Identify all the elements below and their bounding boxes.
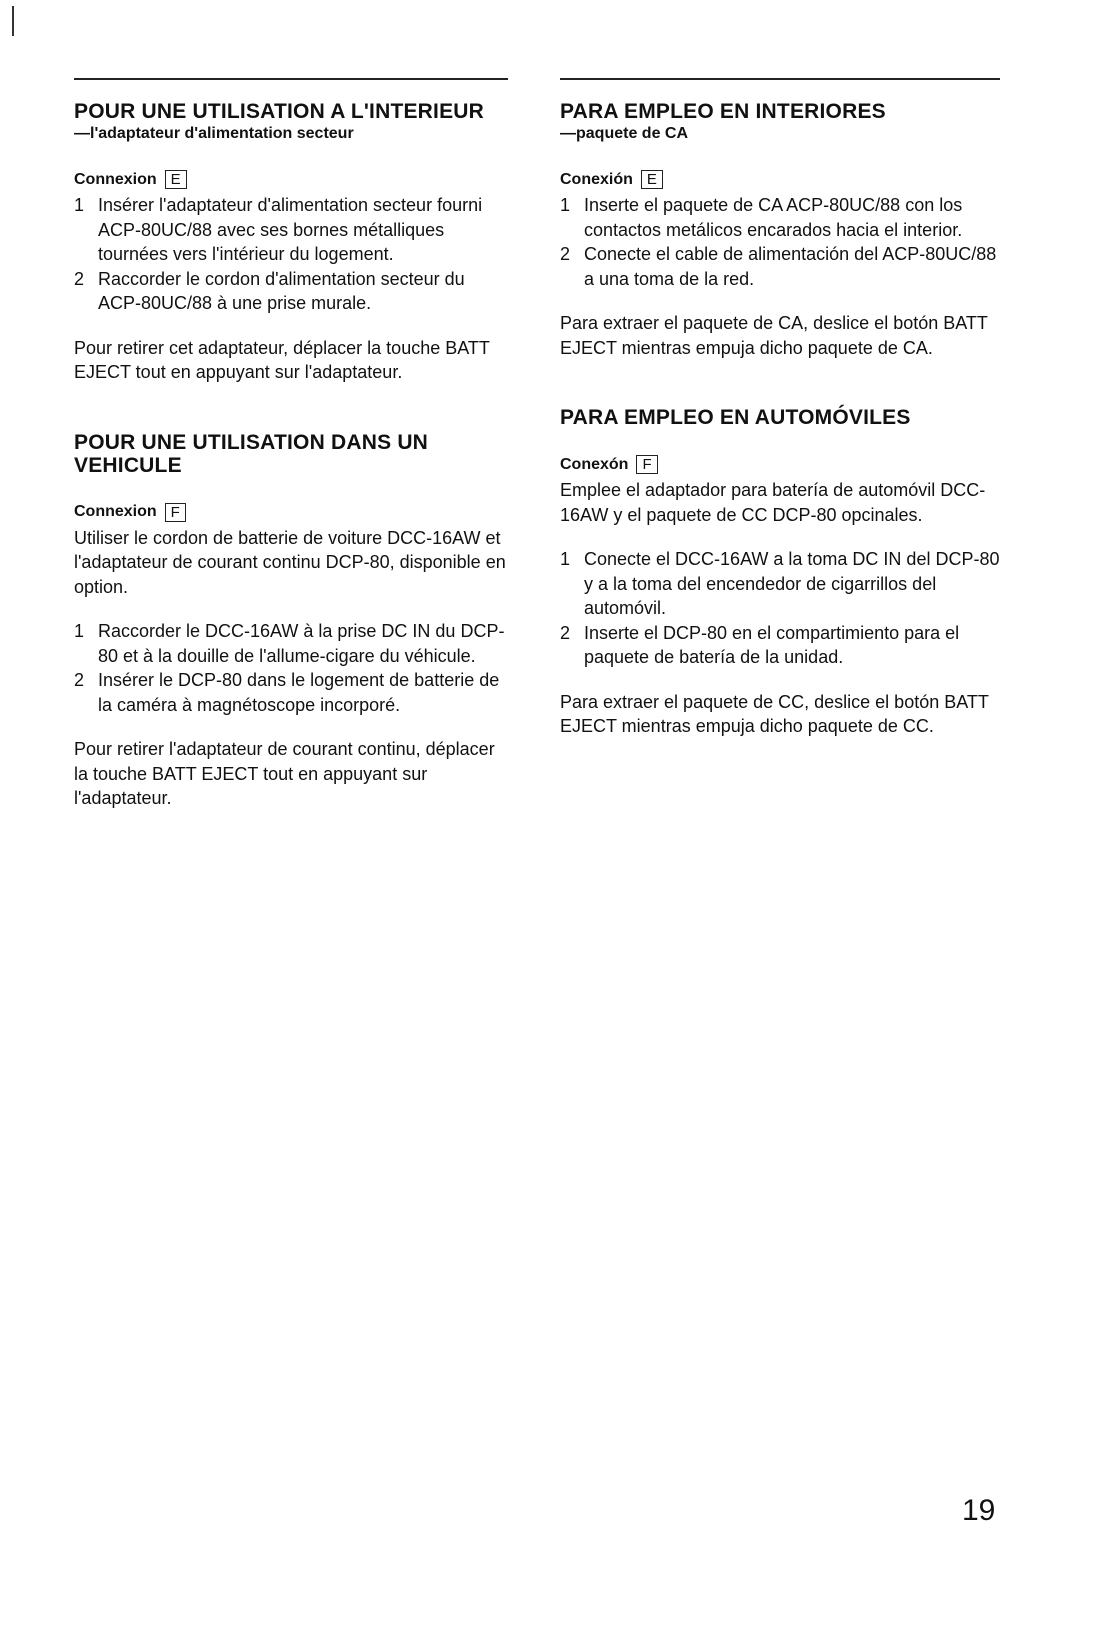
- section-title: PARA EMPLEO EN INTERIORES: [560, 100, 886, 123]
- connexion-heading: [560, 455, 1000, 474]
- connexion-heading: [74, 503, 508, 522]
- figure-ref-box: E: [641, 170, 663, 189]
- list-item: 2 Inserte el DCP-80 en el compartimiento para el paquete de batería de la unidad.: [560, 622, 960, 667]
- steps-list: [560, 193, 1000, 291]
- intro-paragraph: Emplee el adaptador para batería de automóvil DCC-16AW y el paquete de CC DCP-80 opcinales.: [560, 480, 986, 525]
- section-title: POUR UNE UTILISATION A L'INTERIEUR: [74, 100, 485, 123]
- note-paragraph: Pour retirer l'adaptateur de courant continu, déplacer la touche BATT EJECT tout en appuyant sur l'adaptateur.: [74, 739, 495, 808]
- top-rule: [560, 78, 1000, 80]
- connexion-label: Conexón: [560, 455, 629, 473]
- section-title: PARA EMPLEO EN AUTOMÓVILES: [560, 406, 911, 429]
- list-item: 1 Conecte el DCC-16AW a la toma DC IN del DCP-80 y a la toma del encendedor de cigarrillos del automóvil.: [560, 549, 1000, 618]
- steps-list: [560, 547, 1000, 670]
- list-item: 1 Inserte el paquete de CA ACP-80UC/88 con los contactos metálicos encarados hacia el interior.: [560, 195, 963, 240]
- connexion-heading: [74, 170, 508, 189]
- connexion-label: Connexion: [74, 170, 157, 188]
- section-title: POUR UNE UTILISATION DANS UN VEHICULE: [74, 430, 429, 477]
- section-subtitle: —paquete de CA: [560, 125, 689, 142]
- page-number: 19: [962, 1494, 996, 1527]
- figure-ref-box: F: [636, 455, 657, 474]
- left-column: [74, 78, 508, 811]
- list-item: 2 Raccorder le cordon d'alimentation secteur du ACP-80UC/88 à une prise murale.: [74, 268, 465, 313]
- connexion-label: Connexion: [74, 503, 157, 520]
- steps-list: [74, 619, 508, 717]
- note-paragraph: Para extraer el paquete de CA, deslice el botón BATT EJECT mientras empuja dicho paquete de CA.: [560, 313, 988, 358]
- list-item: 1 Insérer l'adaptateur d'alimentation secteur fourni ACP-80UC/88 avec ses bornes métalliques tournées vers l'intérieur du logement.: [74, 195, 483, 264]
- note-paragraph: Pour retirer cet adaptateur, déplacer la touche BATT EJECT tout en appuyant sur l'adaptateur.: [74, 337, 490, 382]
- section-subtitle: —l'adaptateur d'alimentation secteur: [74, 125, 354, 142]
- note-paragraph: Para extraer el paquete de CC, deslice el botón BATT EJECT mientras empuja dicho paquete de CC.: [560, 691, 989, 736]
- steps-list: [74, 193, 508, 316]
- list-item: 2 Insérer le DCP-80 dans le logement de batterie de la caméra à magnétoscope incorporé.: [74, 670, 500, 715]
- crop-mark: [12, 6, 14, 36]
- list-item: 1 Raccorder le DCC-16AW à la prise DC IN du DCP-80 et à la douille de l'allume-cigare du véhicule.: [74, 621, 505, 666]
- top-rule: [74, 78, 508, 80]
- connexion-label: Conexión: [560, 170, 633, 188]
- figure-ref-box: F: [165, 503, 186, 522]
- figure-ref-box: E: [165, 170, 187, 189]
- list-item: 2 Conecte el cable de alimentación del ACP-80UC/88 a una toma de la red.: [560, 244, 997, 289]
- connexion-heading: [560, 170, 1000, 189]
- right-column: [560, 78, 1000, 739]
- intro-paragraph: Utiliser le cordon de batterie de voiture DCC-16AW et l'adaptateur de courant continu DCP-80, disponible en option.: [74, 527, 506, 597]
